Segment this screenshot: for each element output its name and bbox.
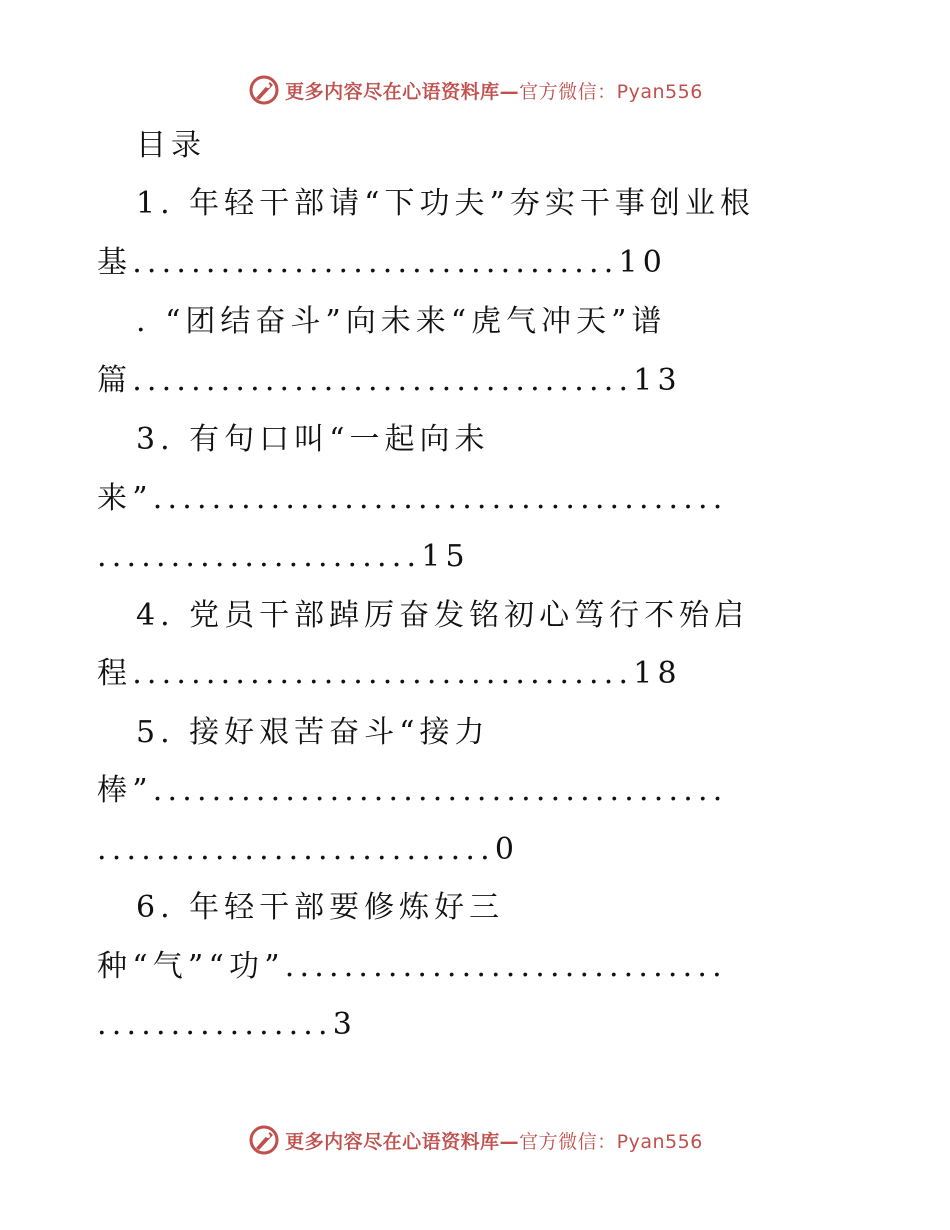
toc-entry-3-leader: 来”....................................... <box>97 481 728 516</box>
toc-entry-5-leader: 棒”....................................... <box>97 773 728 808</box>
toc-entry-3-page: ......................15 <box>97 539 470 574</box>
toc-entry-2-leader: 篇..................................13 <box>97 363 682 398</box>
banner-title: 更多内容尽在心语资料库— <box>285 80 520 103</box>
toc-entry-6-leader: 种“气”“功”.............................. <box>97 949 727 984</box>
toc-entry-6-page: ................3 <box>97 1007 358 1042</box>
header-banner <box>0 68 950 112</box>
footer-banner <box>0 1118 950 1162</box>
toc-heading: 目录 <box>136 128 206 163</box>
pen-nib-logo-icon <box>247 73 281 107</box>
pen-nib-logo-icon <box>247 1123 281 1157</box>
toc-entry-4-title: 4. 党员干部踔厉奋发铭初心笃行不殆启 <box>136 598 750 633</box>
banner-wechat: 官方微信：Pyan556 <box>519 1130 703 1153</box>
toc-entry-1-title: 1. 年轻干部请“下功夫”夯实干事创业根 <box>136 186 755 221</box>
toc-entry-4-leader: 程..................................18 <box>97 656 682 691</box>
toc-entry-5-title: 5. 接好艰苦奋斗“接力 <box>136 715 490 750</box>
toc-entry-3-title: 3. 有句口叫“一起向未 <box>136 422 490 457</box>
banner-title: 更多内容尽在心语资料库— <box>285 1130 520 1153</box>
toc-entry-2-title: . “团结奋斗”向未来“虎气冲天”谱 <box>136 304 667 339</box>
toc-entry-5-page: ...........................0 <box>97 832 520 867</box>
banner-wechat: 官方微信：Pyan556 <box>519 80 703 103</box>
toc-entry-1-leader: 基.................................10 <box>97 245 668 280</box>
toc-entry-6-title: 6. 年轻干部要修炼好三 <box>136 890 505 925</box>
